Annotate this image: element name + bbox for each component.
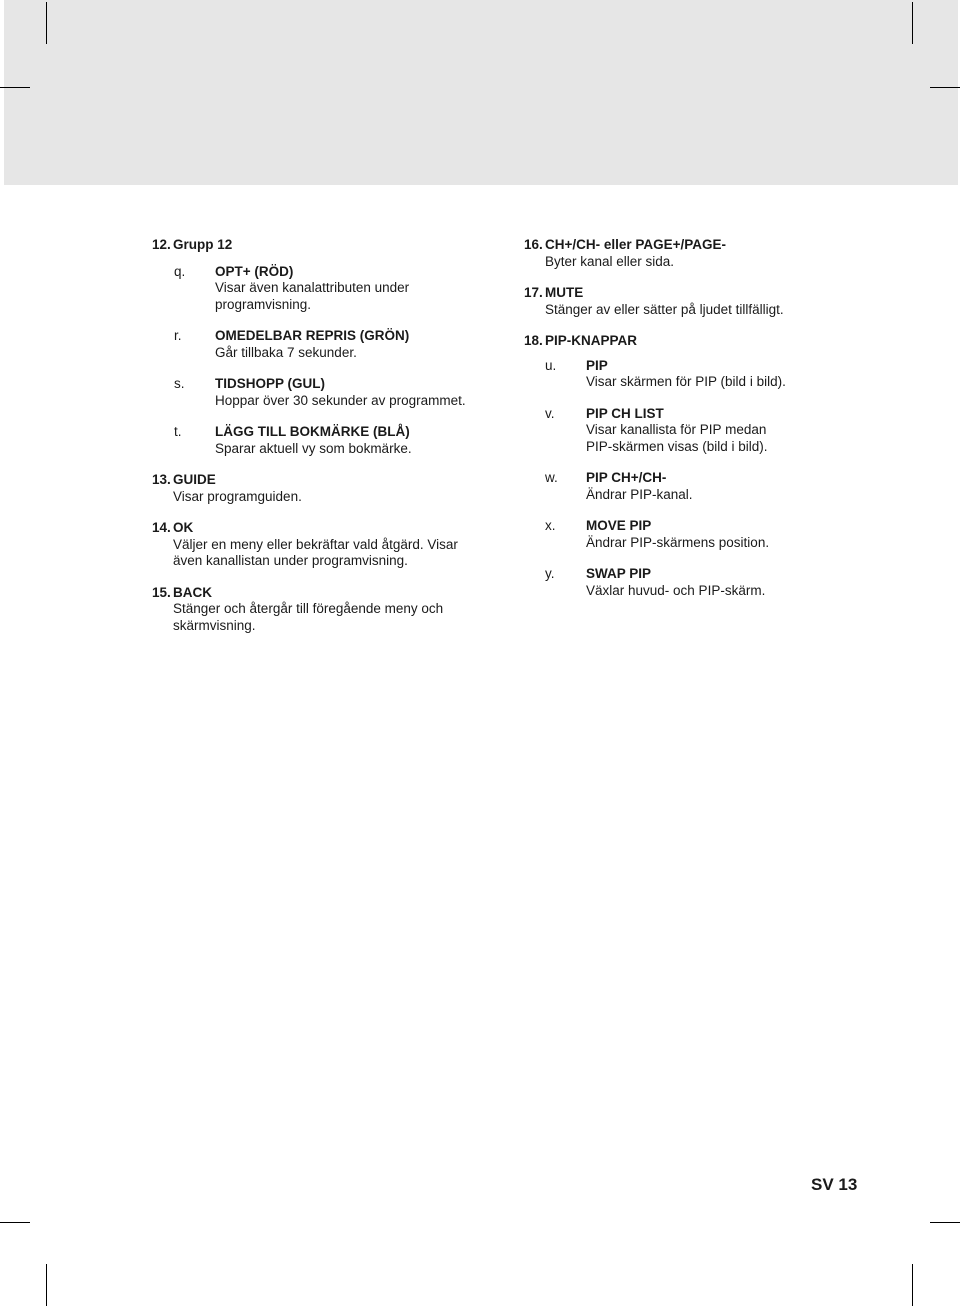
item-description: Visar skärmen för PIP (bild i bild). bbox=[586, 374, 786, 389]
list-item-y bbox=[545, 566, 824, 599]
section-mute bbox=[524, 285, 824, 318]
section-number: 15. bbox=[152, 584, 171, 600]
section-heading bbox=[524, 237, 824, 254]
section-number: 12. bbox=[152, 237, 171, 252]
item-title: PIP CH LIST bbox=[586, 405, 664, 421]
section-title: BACK bbox=[173, 584, 212, 600]
list-item-w bbox=[545, 470, 824, 503]
item-title: PIP bbox=[586, 357, 608, 373]
item-title: OMEDELBAR REPRIS (GRÖN) bbox=[215, 328, 410, 343]
item-description: Går tillbaka 7 sekunder. bbox=[215, 344, 357, 360]
list-item-s bbox=[174, 376, 482, 409]
item-description: Visar även kanalattributen under programvisning. bbox=[215, 280, 410, 312]
item-description: Hoppar över 30 sekunder av programmet. bbox=[215, 392, 466, 408]
section-title: PIP-KNAPPAR bbox=[545, 333, 638, 348]
crop-mark-bottom-right bbox=[912, 1264, 913, 1306]
section-number: 13. bbox=[152, 472, 171, 487]
section-number: 17. bbox=[524, 285, 543, 300]
item-title: LÄGG TILL BOKMÄRKE (BLÅ) bbox=[215, 424, 410, 439]
section-title: GUIDE bbox=[173, 472, 216, 487]
section-back bbox=[152, 585, 482, 635]
page-number: SV 13 bbox=[811, 1175, 858, 1194]
item-list bbox=[152, 264, 482, 458]
header-gray-band bbox=[4, 0, 958, 185]
crop-mark-right-upper bbox=[930, 87, 960, 88]
section-title: OK bbox=[173, 520, 194, 535]
item-letter: y. bbox=[545, 566, 555, 581]
item-letter: q. bbox=[174, 263, 186, 279]
section-number: 16. bbox=[524, 237, 543, 252]
section-heading bbox=[524, 285, 824, 302]
section-heading bbox=[152, 585, 482, 602]
right-column bbox=[524, 237, 824, 614]
item-title: MOVE PIP bbox=[586, 518, 652, 533]
item-description: Växlar huvud- och PIP-skärm. bbox=[586, 582, 766, 598]
section-description: Stänger och återgår till föregående meny och skärmvisning. bbox=[173, 601, 444, 633]
item-letter: v. bbox=[545, 405, 555, 421]
crop-mark-top-left bbox=[46, 2, 47, 44]
item-description: Ändrar PIP-kanal. bbox=[586, 486, 693, 502]
item-list bbox=[524, 358, 824, 600]
crop-mark-bottom-left bbox=[46, 1264, 47, 1306]
section-description: Visar programguiden. bbox=[173, 488, 302, 504]
section-ok bbox=[152, 520, 482, 570]
left-column bbox=[152, 237, 482, 649]
crop-mark-left-lower bbox=[0, 1222, 30, 1223]
section-ch-page bbox=[524, 237, 824, 270]
item-description: Visar kanallista för PIP medan PIP-skärmen visas (bild i bild). bbox=[586, 422, 768, 454]
section-description: Stänger av eller sätter på ljudet tillfälligt. bbox=[545, 301, 784, 317]
list-item-t bbox=[174, 424, 482, 457]
crop-mark-left-upper bbox=[0, 87, 30, 88]
crop-mark-top-right bbox=[912, 2, 913, 44]
section-title: MUTE bbox=[545, 285, 584, 300]
section-number: 14. bbox=[152, 520, 171, 535]
item-letter: u. bbox=[545, 357, 557, 373]
list-item-x bbox=[545, 518, 824, 551]
list-item-u bbox=[545, 358, 824, 391]
item-title: SWAP PIP bbox=[586, 566, 652, 581]
list-item-v bbox=[545, 406, 824, 456]
item-letter: t. bbox=[174, 424, 182, 439]
item-letter: x. bbox=[545, 518, 556, 533]
list-item-q bbox=[174, 264, 482, 314]
section-group-12 bbox=[152, 237, 482, 457]
section-heading bbox=[152, 472, 482, 489]
section-number: 18. bbox=[524, 333, 543, 348]
section-heading bbox=[152, 237, 482, 254]
item-title: PIP CH+/CH- bbox=[586, 470, 667, 485]
item-title: TIDSHOPP (GUL) bbox=[215, 376, 326, 391]
section-title: CH+/CH- eller PAGE+/PAGE- bbox=[545, 237, 727, 252]
list-item-r bbox=[174, 328, 482, 361]
section-pip-buttons bbox=[524, 333, 824, 599]
item-letter: r. bbox=[174, 328, 182, 343]
item-title: OPT+ (RÖD) bbox=[215, 263, 294, 279]
section-heading bbox=[152, 520, 482, 537]
section-guide bbox=[152, 472, 482, 505]
item-letter: w. bbox=[545, 470, 558, 485]
section-title: Grupp 12 bbox=[173, 237, 233, 252]
item-description: Ändrar PIP-skärmens position. bbox=[586, 534, 770, 550]
item-letter: s. bbox=[174, 376, 185, 391]
section-description: Väljer en meny eller bekräftar vald åtgärd. Visar även kanallistan under programvisning. bbox=[173, 536, 458, 568]
item-description: Sparar aktuell vy som bokmärke. bbox=[215, 440, 412, 456]
crop-mark-right-lower bbox=[930, 1222, 960, 1223]
section-heading bbox=[524, 333, 824, 350]
section-description: Byter kanal eller sida. bbox=[545, 253, 675, 269]
